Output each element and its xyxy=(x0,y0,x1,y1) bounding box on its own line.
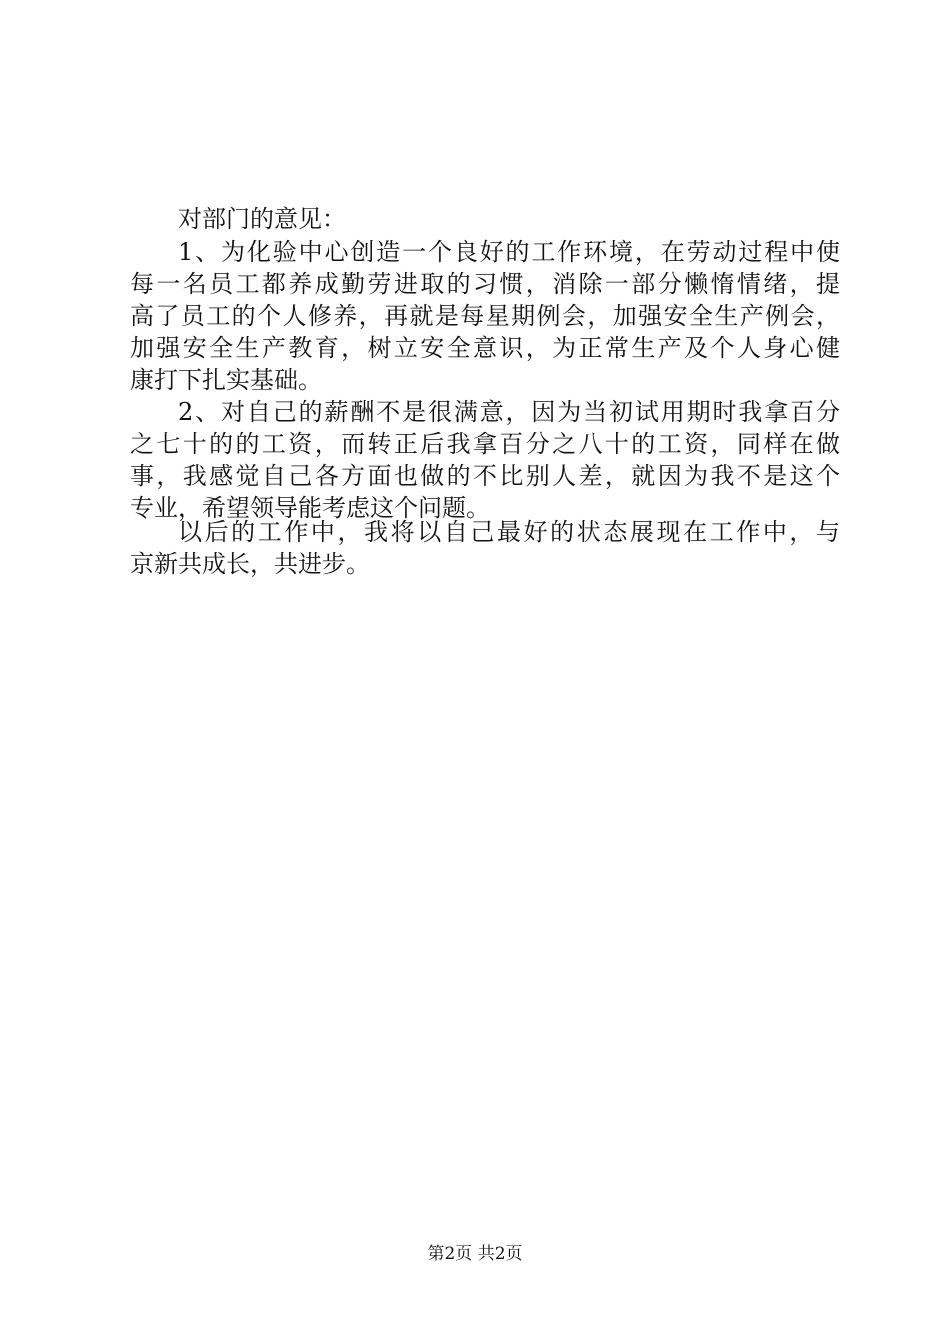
paragraph-2-line-2: 之七十的的工资，而转正后我拿百分之八十的工资，同样在做 xyxy=(130,430,840,458)
page-number-footer: 第2页 共2页 xyxy=(427,1244,523,1264)
section-heading: 对部门的意见： xyxy=(178,205,346,233)
paragraph-3-line-2: 京新共成长，共进步。 xyxy=(130,550,370,578)
paragraph-2-line-1: 2、对自己的薪酬不是很满意，因为当初试用期时我拿百分 xyxy=(178,398,840,426)
paragraph-3-line-1: 以后的工作中，我将以自己最好的状态展现在工作中，与 xyxy=(178,518,840,546)
paragraph-1-line-4: 加强安全生产教育，树立安全意识，为正常生产及个人身心健 xyxy=(130,334,840,362)
paragraph-2-line-4: 专业，希望领导能考虑这个问题。 xyxy=(130,494,490,522)
paragraph-1-line-1: 1、为化验中心创造一个良好的工作环境，在劳动过程中使 xyxy=(178,238,840,266)
paragraph-2-line-3: 事，我感觉自己各方面也做的不比别人差，就因为我不是这个 xyxy=(130,462,840,490)
paragraph-1-line-2: 每一名员工都养成勤劳进取的习惯，消除一部分懒惰情绪，提 xyxy=(130,270,840,298)
paragraph-1-line-5: 康打下扎实基础。 xyxy=(130,366,322,394)
paragraph-1-line-3: 高了员工的个人修养，再就是每星期例会，加强安全生产例会， xyxy=(130,302,840,330)
